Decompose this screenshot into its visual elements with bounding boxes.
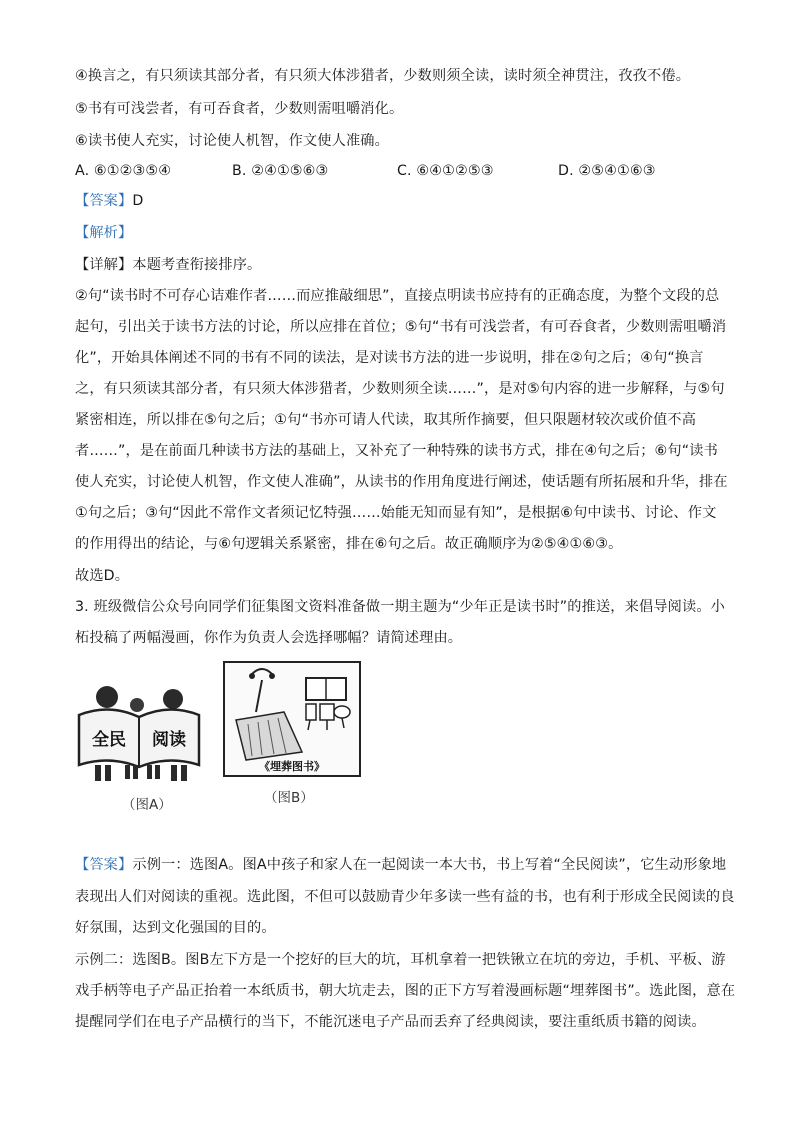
- figure-b-illustration: [222, 660, 362, 778]
- figure-a-left-text: 全民: [92, 730, 126, 750]
- answer-example-1-text: 示例一：选图A。图A中孩子和家人在一起阅读一本大书，书上写着“全民阅读”，它生动形象地: [132, 857, 727, 873]
- figure-b-title: 《埋葬图书》: [259, 760, 325, 773]
- sentence-4: ④换言之，有只须读其部分者，有只须大体涉猎者，少数则须全读，读时须全神贯注，孜孜不倦。: [75, 68, 691, 84]
- analysis-paragraph-line: 之，有只须读其部分者，有只须大体涉猎者，少数则须全读……”，是对⑤句内容的进一步解释，与⑤句: [75, 381, 725, 397]
- figure-a-head: [96, 686, 118, 708]
- answer-example-2-line: 示例二：选图B。图B左下方是一个挖好的巨大的坑，耳机拿着一把铁锹立在坑的旁边，手机、平板、游: [75, 952, 726, 968]
- figure-a-caption: （图A）: [122, 797, 172, 813]
- answer-tag: 【答案】: [75, 857, 133, 873]
- analysis-tag: 【解析】: [75, 225, 133, 241]
- analysis-paragraph-line: 者……”，是在前面几种读书方法的基础上，又补充了一种特殊的读书方式，排在④句之后；⑥句“读书: [75, 443, 718, 459]
- figure-a: [75, 675, 205, 813]
- option-b: B. ②④①⑤⑥③: [232, 163, 329, 179]
- figure-a-head: [163, 689, 183, 709]
- answer-value: D: [132, 193, 144, 209]
- options-row: [75, 161, 715, 181]
- question-3-line: 柘投稿了两幅漫画，你作为负责人会选择哪幅？请简述理由。: [75, 630, 463, 646]
- option-c: C. ⑥④①②⑤③: [397, 163, 494, 179]
- detail-text: 本题考查衔接排序。: [132, 257, 262, 273]
- analysis-paragraph-line: 的作用得出的结论，与⑥句逻辑关系紧密，排在⑥句之后。故正确顺序为②⑤④①⑥③。: [75, 536, 623, 552]
- answer-tag: 【答案】: [75, 193, 133, 209]
- detail-tag: 【详解】: [75, 257, 133, 273]
- sentence-6: ⑥读书使人充实，讨论使人机智，作文使人准确。: [75, 133, 389, 149]
- option-d: D. ②⑤④①⑥③: [558, 163, 656, 179]
- figure-a-right-text: 阅读: [152, 730, 186, 750]
- answer-example-1-line: 表现出人们对阅读的重视。选此图，不但可以鼓励青少年多读一些有益的书，也有利于形成全民阅读的良: [75, 889, 735, 905]
- detail-line: [75, 255, 261, 275]
- question-3-line: 3. 班级微信公众号向同学们征集图文资料准备做一期主题为“少年正是读书时”的推送，来倡导阅读。小: [75, 599, 726, 615]
- figure-b: [222, 660, 362, 805]
- answer-example-2-line: 提醒同学们在电子产品横行的当下，不能沉迷电子产品而丢弃了经典阅读，要注重纸质书籍的阅读。: [75, 1014, 706, 1030]
- analysis-paragraph-line: 使人充实，讨论使人机智，作文使人准确”，从读书的作用角度进行阐述，使话题有所拓展和升华，排在: [75, 474, 728, 490]
- answer-example-2-line: 戏手柄等电子产品正抬着一本纸质书，朝大坑走去，图的正下方写着漫画标题“埋葬图书”。选此图，意在: [75, 983, 736, 999]
- figure-b-caption: （图B）: [264, 790, 314, 806]
- analysis-paragraph-line: 起句，引出关于读书方法的讨论，所以应排在首位；⑤句“书有可浅尝者，有可吞食者，少数则需咀嚼消: [75, 319, 727, 335]
- figure-a-head: [130, 698, 144, 712]
- analysis-paragraph-line: 紧密相连，所以排在⑤句之后；①句“书亦可请人代读，取其所作摘要，但只限题材较次或价值不高: [75, 412, 697, 428]
- sentence-5: ⑤书有可浅尝者，有可吞食者，少数则需咀嚼消化。: [75, 101, 404, 117]
- analysis-paragraph-line: 化”，开始具体阐述不同的书有不同的读法，是对读书方法的进一步说明，排在②句之后；④句“换言: [75, 350, 704, 366]
- answer-line: [75, 191, 143, 211]
- figure-b-gamepad-icon: [334, 706, 350, 718]
- option-a: A. ⑥①②③⑤④: [75, 163, 172, 179]
- analysis-paragraph-line: ②句“读书时不可存心诘难作者……而应推敲细思”，直接点明读书应持有的正确态度，为整个文段的总: [75, 288, 720, 304]
- answer-example-1-line: [75, 855, 726, 875]
- figure-b-phone-icon: [306, 704, 316, 720]
- analysis-paragraph-line: ①句之后；③句“因此不常作文者须记忆特强……始能无知而显有知”，是根据⑥句中读书、讨论、作文: [75, 505, 717, 521]
- answer-example-1-line: 好氛围，达到文化强国的目的。: [75, 920, 276, 936]
- figure-b-tablet-icon: [320, 704, 334, 720]
- figure-a-illustration: [75, 675, 205, 785]
- conclusion: 故选D。: [75, 568, 130, 584]
